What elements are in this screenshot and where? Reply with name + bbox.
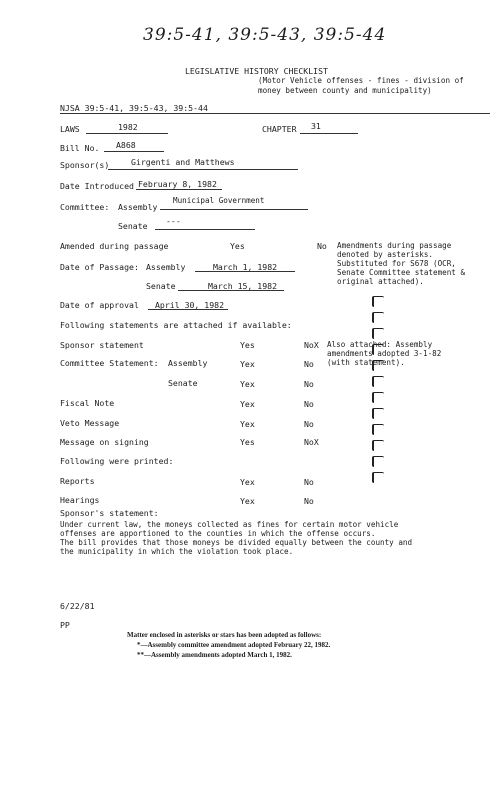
committee-statement-assembly-yes: Yex [240,359,255,369]
sponsors-statement-line-1: Under current law, the moneys collected as fines for certain motor vehicle [60,520,399,529]
passage-senate-underline [178,290,284,291]
sponsor-statement-no: NoX [304,340,319,350]
hearings-no: No [304,496,314,506]
sponsors-statement-line-2: offenses are apportioned to the counties in which the offense occurs. [60,529,376,538]
subtitle-line-1: (Motor Vehicle offenses - fines - division of [258,76,464,85]
committee-assembly-underline [160,209,308,210]
footer-note-2: *—Assembly committee amendment adopted February 22, 1982. [137,641,331,649]
page-title: LEGISLATIVE HISTORY CHECKLIST [185,66,328,76]
message-signing-yes: Yes [240,437,255,447]
sponsors-statement-line-4: the municipality in which the violation took place. [60,547,294,556]
veto-message-no: No [304,419,314,429]
passage-assembly-label: Assembly [146,262,186,272]
footer-note-1: Matter enclosed in asterisks or stars has been adopted as follows: [127,631,322,639]
also-attached-1: Also attached: Assembly [327,340,433,349]
amended-note-4: Senate Committee statement & [337,268,466,277]
amended-label: Amended during passage [60,241,169,251]
chapter-value: 31 [311,121,321,131]
committee-senate-underline [155,229,255,230]
chapter-label: CHAPTER [262,124,297,134]
date-introduced-underline [136,189,222,190]
committee-statement-assembly-no: No [304,359,314,369]
message-signing-label: Message on signing [60,437,149,447]
date-introduced-label: Date Introduced [60,181,134,191]
committee-statement-assembly-label: Assembly [168,358,208,368]
committee-label: Committee: [60,202,110,212]
amended-note-1: Amendments during passage [337,241,452,250]
passage-senate-value: March 15, 1982 [208,281,278,291]
fiscal-note-no: No [304,399,314,409]
footer-note-3: **—Assembly amendments adopted March 1, 1982. [137,651,292,659]
approval-underline [148,309,228,310]
reports-yes: Yex [240,477,255,487]
passage-senate-label: Senate [146,281,176,291]
message-signing-no: NoX [304,437,319,447]
hearings-yes: Yex [240,496,255,506]
committee-senate-label: Senate [118,221,148,231]
veto-message-yes: Yex [240,419,255,429]
passage-assembly-value: March 1, 1982 [213,262,278,272]
footer-initials: PP [60,620,70,630]
sponsor-statement-yes: Yes [240,340,255,350]
approval-value: April 30, 1982 [155,300,225,310]
committee-assembly-label: Assembly [118,202,158,212]
printed-heading: Following were printed: [60,456,174,466]
passage-assembly-underline [195,271,295,272]
njsa-citation: NJSA 39:5-41, 39:5-43, 39:5-44 [60,103,208,113]
handwritten-statute-numbers: 39:5-41, 39:5-43, 39:5-44 [143,25,387,45]
vertical-stamp-marks [370,296,384,496]
reports-no: No [304,477,314,487]
subtitle-line-2: money between county and municipality) [258,86,432,95]
reports-label: Reports [60,476,95,486]
footer-date: 6/22/81 [60,601,95,611]
also-attached-3: (with statement). [327,358,405,367]
committee-statement-senate-yes: Yex [240,379,255,389]
laws-underline [86,133,168,134]
statements-heading: Following statements are attached if available: [60,320,292,330]
committee-senate-value: --- [166,216,181,226]
fiscal-note-label: Fiscal Note [60,398,115,408]
bill-underline [104,151,164,152]
fiscal-note-yes: Yex [240,399,255,409]
sponsor-value: Girgenti and Matthews [131,157,235,167]
amended-yes: Yes [230,241,245,251]
passage-label: Date of Passage: [60,262,139,272]
laws-value: 1982 [118,122,138,132]
committee-statement-senate-label: Senate [168,378,198,388]
sponsor-statement-label: Sponsor statement [60,340,144,350]
sponsors-statement-heading: Sponsor's statement: [60,508,159,518]
committee-statement-senate-no: No [304,379,314,389]
date-introduced-value: February 8, 1982 [138,179,217,189]
njsa-rule [60,113,490,114]
sponsor-underline [108,169,298,170]
veto-message-label: Veto Message [60,418,120,428]
chapter-underline [300,133,358,134]
amended-note-3: Substituted for S678 (OCR, [337,259,456,268]
laws-label: LAWS [60,124,80,134]
bill-value: A868 [116,140,136,150]
amended-note-2: denoted by asterisks. [337,250,434,259]
amended-note-5: original attached). [337,277,424,286]
approval-label: Date of approval [60,300,139,310]
committee-assembly-value: Municipal Government [173,196,265,205]
sponsors-statement-line-3: The bill provides that those moneys be divided equally between the county and [60,538,413,547]
committee-statement-label: Committee Statement: [60,358,159,368]
sponsor-label: Sponsor(s) [60,160,110,170]
bill-label: Bill No. [60,143,100,153]
hearings-label: Hearings [60,495,100,505]
also-attached-2: amendments adopted 3-1-82 [327,349,442,358]
amended-no: No [317,241,327,251]
